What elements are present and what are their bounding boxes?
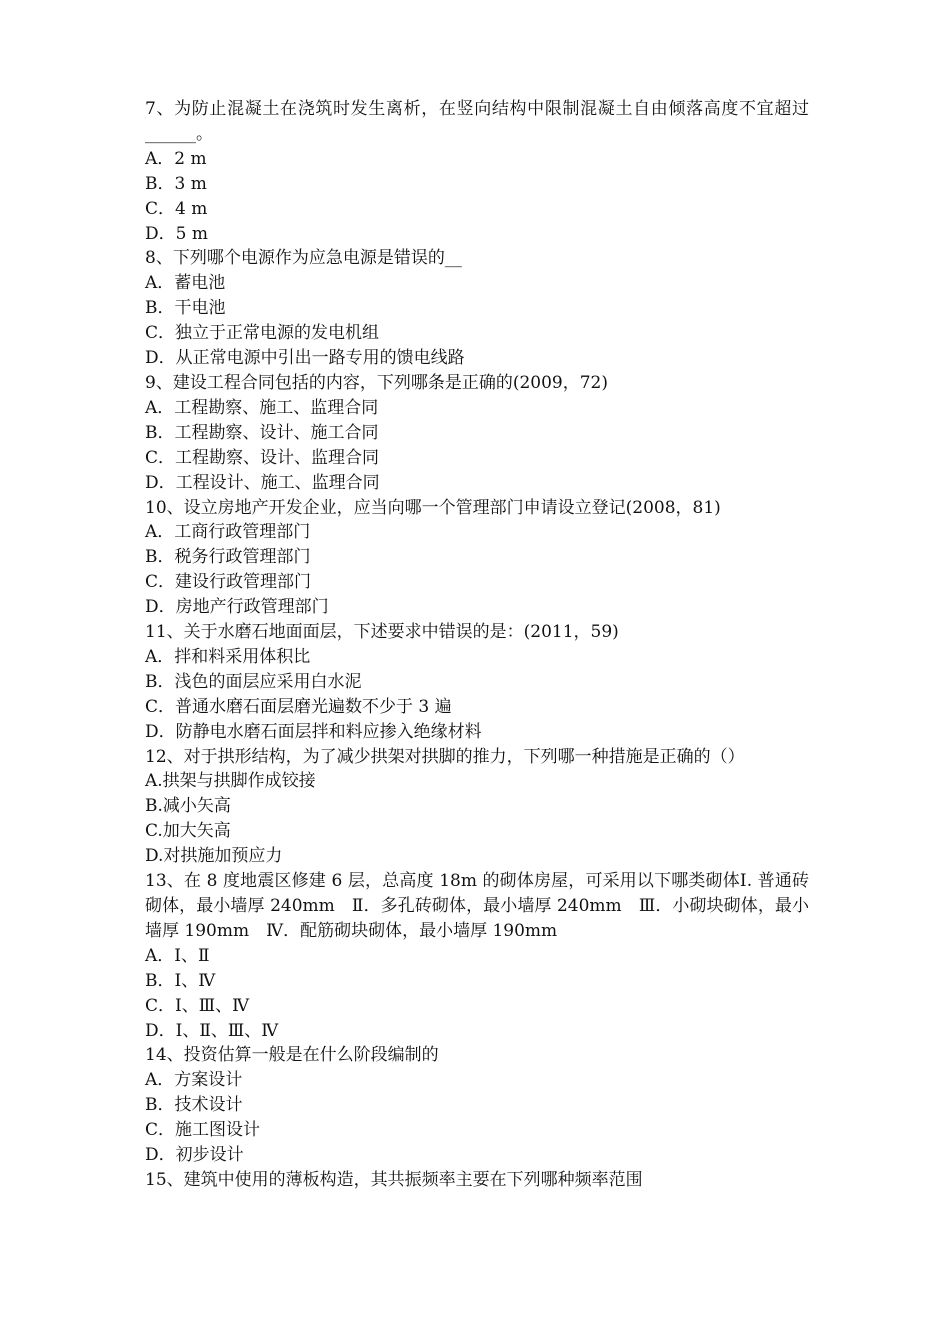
option-d: D.对拱施加预应力 [145, 846, 283, 867]
option-a: A．蓄电池 [145, 273, 226, 294]
question-7 [145, 97, 809, 246]
option-b: B．干电池 [145, 298, 226, 319]
option-c: C．施工图设计 [145, 1120, 261, 1141]
option-b: B．浅色的面层应采用白水泥 [145, 671, 362, 692]
option-a: A．工商行政管理部门 [145, 522, 311, 543]
option-b: B．税务行政管理部门 [145, 547, 311, 568]
question-14 [145, 1043, 809, 1168]
option-d: D．防静电水磨石面层拌和料应掺入绝缘材料 [145, 721, 482, 742]
question-stem: 11、关于水磨石地面面层，下述要求中错误的是：(2011，59) [145, 622, 619, 643]
question-list [145, 97, 809, 1193]
question-stem: 8、下列哪个电源作为应急电源是错误的__ [145, 248, 462, 269]
option-b: B．技术设计 [145, 1095, 243, 1116]
question-15 [145, 1168, 809, 1193]
option-c: C．独立于正常电源的发电机组 [145, 323, 380, 344]
question-8 [145, 246, 809, 371]
question-12 [145, 745, 809, 870]
question-9 [145, 371, 809, 496]
question-stem: 14、投资估算一般是在什么阶段编制的 [145, 1045, 439, 1066]
option-c: C．普通水磨石面层磨光遍数不少于 3 遍 [145, 696, 452, 717]
option-a: A．方案设计 [145, 1070, 243, 1091]
option-b: B．3 m [145, 173, 207, 194]
option-d: D．工程设计、施工、监理合同 [145, 472, 380, 493]
option-a: A．拌和料采用体积比 [145, 646, 311, 667]
question-stem: 12、对于拱形结构，为了减少拱架对拱脚的推力，下列哪一种措施是正确的（） [145, 746, 745, 767]
option-c: C．建设行政管理部门 [145, 572, 312, 593]
question-11 [145, 620, 809, 745]
question-stem: 10、设立房地产开发企业，应当向哪一个管理部门申请设立登记(2008，81) [145, 497, 721, 518]
question-stem: 13、在 8 度地震区修建 6 层，总高度 18m 的砌体房屋，可采用以下哪类砌体Ⅰ. 普通砖砌体，最小墙厚 240mm Ⅱ．多孔砖砌体，最小墙厚 240mm Ⅲ．小砌块砌体，最小墙厚 190mm Ⅳ．配筋砌块砌体，最小墙厚 190mm [145, 871, 809, 941]
question-stem: 7、为防止混凝土在浇筑时发生离析，在竖向结构中限制混凝土自由倾落高度不宜超过______。 [145, 99, 809, 144]
option-c: C．工程勘察、设计、监理合同 [145, 447, 380, 468]
option-d: D．房地产行政管理部门 [145, 597, 329, 618]
question-10 [145, 496, 809, 621]
option-b: B.减小矢高 [145, 796, 231, 817]
option-a: A．工程勘察、施工、监理合同 [145, 397, 379, 418]
option-c: C．Ⅰ、Ⅲ、Ⅳ [145, 995, 250, 1016]
option-d: D．从正常电源中引出一路专用的馈电线路 [145, 348, 465, 369]
option-a: A.拱架与拱脚作成铰接 [145, 771, 316, 792]
option-c: C．4 m [145, 198, 208, 219]
option-b: B．工程勘察、设计、施工合同 [145, 422, 379, 443]
option-d: D．初步设计 [145, 1145, 244, 1166]
option-c: C.加大矢高 [145, 821, 231, 842]
option-d: D．Ⅰ、Ⅱ、Ⅲ、Ⅳ [145, 1020, 279, 1041]
question-stem: 9、建设工程合同包括的内容，下列哪条是正确的(2009，72) [145, 372, 608, 393]
option-a: A．2 m [145, 148, 207, 169]
option-a: A．Ⅰ、Ⅱ [145, 945, 210, 966]
question-stem: 15、建筑中使用的薄板构造，其共振频率主要在下列哪种频率范围 [145, 1169, 643, 1190]
question-13 [145, 869, 809, 1043]
option-d: D．5 m [145, 223, 208, 244]
option-b: B．Ⅰ、Ⅳ [145, 970, 216, 991]
